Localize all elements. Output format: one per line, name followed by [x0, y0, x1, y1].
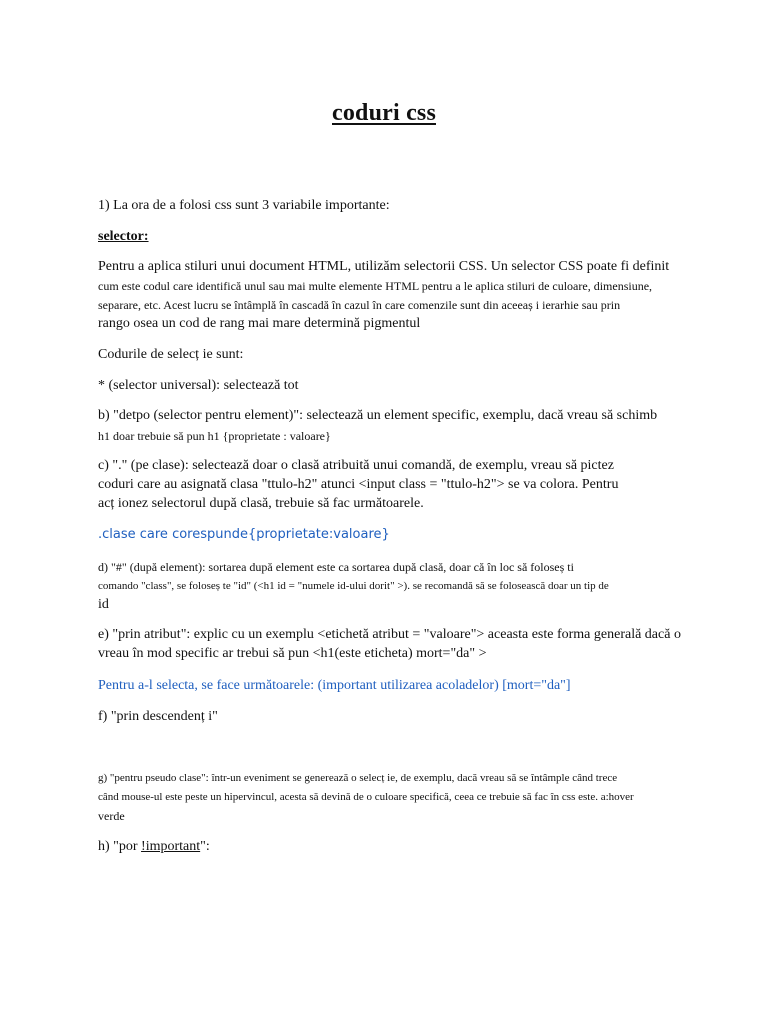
list-item-g-cont: verde [98, 809, 125, 823]
list-item-h-prefix: h) "por [98, 839, 142, 854]
list-item-e-cont: vreau în mod specific ar trebui să pun <h1(este eticheta) mort="da" > [98, 646, 487, 661]
list-item-e: e) "prin atribut": explic cu un exemplu <etichetă atribut = "valoare"> aceasta este forma generală dacă o [98, 627, 681, 642]
list-item-b-cont: h1 doar trebuie să pun h1 {proprietate : valoare} [98, 429, 331, 443]
list-item-d: d) "#" (după element): sortarea după element este ca sortarea după clasă, doar că în loc să foloseș ti [98, 560, 574, 574]
list-item-h-suffix: ": [200, 839, 210, 854]
list-item-g-cont: când mouse-ul este peste un hipervincul, acesta să devină de o culoare specifică, ceea ce trebuie să fac în css este. a:hover [98, 791, 634, 803]
list-item-c-cont: acț ionez selectorul după clasă, trebuie să fac următoarele. [98, 496, 424, 511]
list-item-g: g) "pentru pseudo clase": într-un eveniment se generează o selecț ie, de exemplu, dacă vreau să se întâmple când trece [98, 772, 618, 784]
paragraph-line: separare, etc. Acest lucru se întâmplă în cascadă în cazul în care comenzile sunt din aceeaș i ierarhie sau prin [98, 298, 621, 312]
intro-line: 1) La ora de a folosi css sunt 3 variabile importante: [98, 198, 390, 213]
list-item-c: c) "." (pe clase): selectează doar o clasă atribuită unui comandă, de exemplu, vreau să pictez [98, 458, 614, 473]
selector-heading: selector: [98, 229, 149, 244]
list-item-f: f) "prin descendenț i" [98, 709, 218, 724]
list-item-b: b) "detpo (selector pentru element)": selectează un element specific, exemplu, dacă vreau să schimb [98, 408, 658, 423]
list-item-d-cont: comando "class", se foloseș te "id" (<h1 id = "numele id-ului dorit" >). se recomandă să se folosească doar un tip de [98, 580, 609, 592]
list-item-h [98, 838, 210, 856]
document-title: coduri css [332, 100, 436, 126]
paragraph-line: Pentru a aplica stiluri unui document HTML, utilizăm selectorii CSS. Un selector CSS poate fi definit [98, 259, 670, 274]
css-example-attribute: Pentru a-l selecta, se face următoarele: (important utilizarea acoladelor) [mort="da"] [98, 678, 571, 693]
css-example-class: .clase care corespunde{proprietate:valoare} [98, 527, 390, 542]
paragraph-line: rango osea un cod de rang mai mare determină pigmentul [98, 316, 421, 331]
codes-heading: Codurile de selecț ie sunt: [98, 347, 244, 362]
list-item-universal: * (selector universal): selectează tot [98, 378, 299, 393]
paragraph-line: cum este codul care identifică unul sau mai multe elemente HTML pentru a le aplica stiluri de culoare, dimensiune, [98, 279, 653, 293]
list-item-d-cont: id [98, 597, 109, 612]
important-keyword: !important [141, 839, 201, 854]
list-item-c-cont: coduri care au asignată clasa "ttulo-h2" atunci <input class = "ttulo-h2"> se va colora. Pentru [98, 477, 619, 492]
